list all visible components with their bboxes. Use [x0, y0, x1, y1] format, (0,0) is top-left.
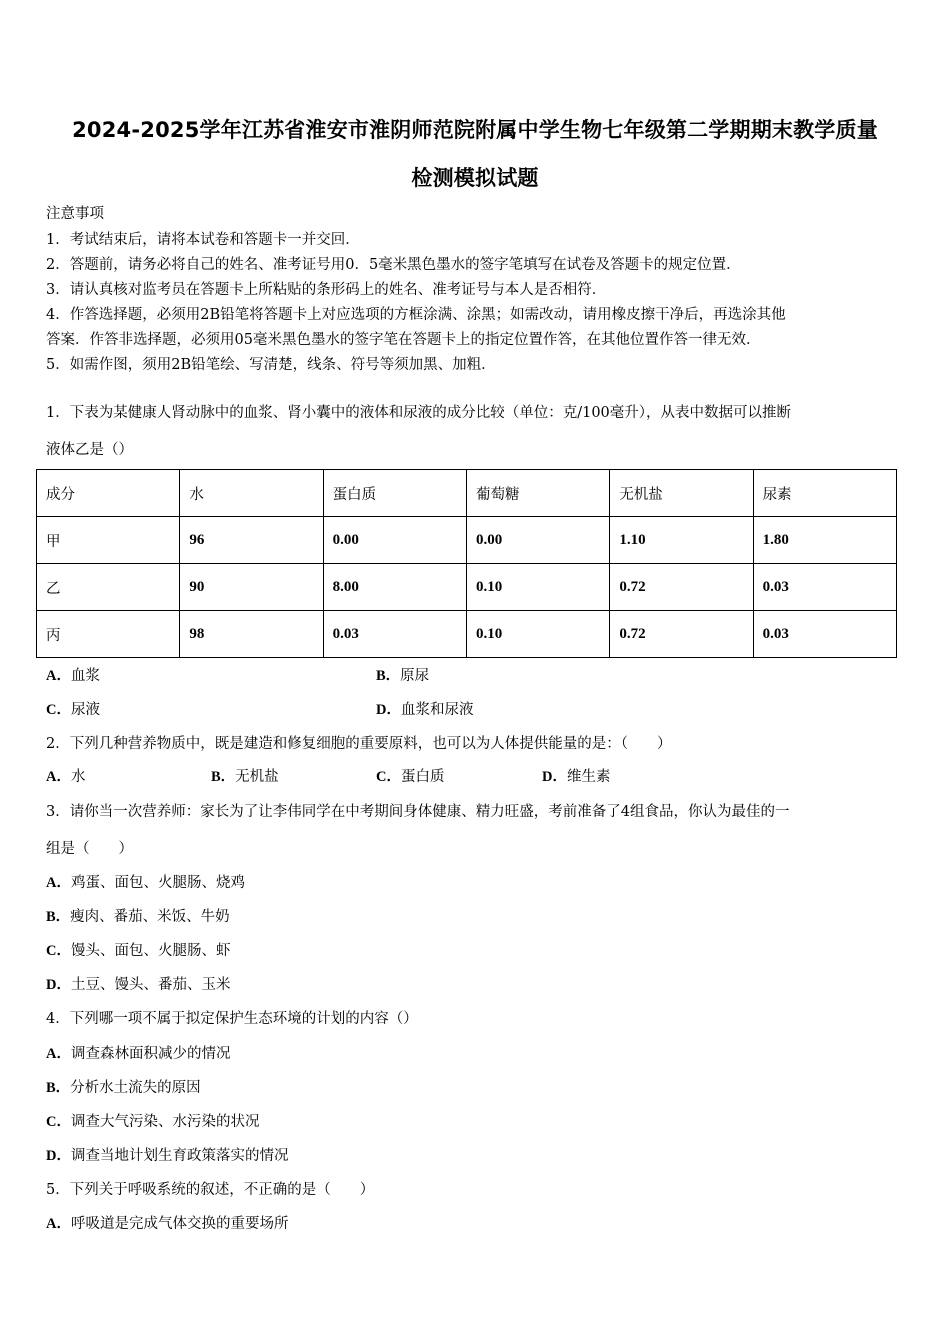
option-text: 血浆 [70, 668, 100, 684]
table-header-cell: 水 [180, 470, 323, 517]
notice-item: 5．如需作图，须用2B铅笔绘、写清楚，线条、符号等须加黑、加粗． [46, 357, 496, 373]
q2-option-d [542, 765, 610, 786]
q4-option-d [46, 1144, 288, 1165]
option-letter: A． [46, 769, 71, 785]
option-text: 无机盐 [235, 769, 279, 785]
notice-item: 答案．作答非选择题，必须用05毫米黑色墨水的签字笔在答题卡上的指定位置作答，在其他位置作答一律无效． [46, 332, 761, 348]
q1-option-b [376, 664, 429, 685]
option-letter: D． [376, 702, 401, 718]
table-cell: 丙 [37, 611, 180, 658]
option-text: 调查大气污染、水污染的状况 [70, 1114, 260, 1130]
question-1-stem: 1．下表为某健康人肾动脉中的血浆、肾小囊中的液体和尿液的成分比较（单位：克/100毫升），从表中数据可以推断 [46, 405, 792, 421]
option-letter: A． [46, 875, 71, 891]
option-letter: B． [211, 769, 236, 785]
option-text: 分析水土流失的原因 [70, 1080, 201, 1096]
option-text: 血浆和尿液 [400, 702, 474, 718]
option-letter: A． [46, 1216, 71, 1232]
option-letter: C． [46, 1114, 71, 1130]
q5-option-a [46, 1212, 288, 1233]
q2-option-b [211, 765, 279, 786]
table-row [37, 564, 897, 611]
option-text: 呼吸道是完成气体交换的重要场所 [70, 1216, 289, 1232]
table-cell: 乙 [37, 564, 180, 611]
notice-item: 3．请认真核对监考员在答题卡上所粘贴的条形码上的姓名、准考证号与本人是否相符． [46, 282, 607, 298]
table-cell: 0.03 [323, 611, 466, 658]
question-3-stem: 3．请你当一次营养师：家长为了让李伟同学在中考期间身体健康、精力旺盛，考前准备了4组食品，你认为最佳的一 [46, 804, 790, 820]
question-5-stem: 5．下列关于呼吸系统的叙述，不正确的是（ ） [46, 1182, 375, 1198]
table-row [37, 611, 897, 658]
table-cell: 0.00 [466, 517, 609, 564]
table-cell: 96 [180, 517, 323, 564]
q1-option-d [376, 698, 473, 719]
option-letter: A． [46, 1046, 71, 1062]
option-letter: A． [46, 668, 71, 684]
q4-option-c [46, 1110, 259, 1131]
option-letter: D． [46, 1148, 71, 1164]
table-cell: 0.03 [753, 564, 896, 611]
table-cell: 0.03 [753, 611, 896, 658]
option-text: 馒头、面包、火腿肠、虾 [70, 943, 231, 959]
table-cell: 90 [180, 564, 323, 611]
option-text: 原尿 [400, 668, 430, 684]
option-text: 鸡蛋、面包、火腿肠、烧鸡 [70, 875, 245, 891]
table-cell: 0.10 [466, 611, 609, 658]
question-2-stem: 2．下列几种营养物质中，既是建造和修复细胞的重要原料，也可以为人体提供能量的是：（ ） [46, 736, 672, 752]
notice-item: 4．作答选择题，必须用2B铅笔将答题卡上对应选项的方框涂满、涂黑；如需改动，请用橡皮擦干净后，再选涂其他 [46, 307, 786, 323]
question-1-stem-continued: 液体乙是（） [46, 442, 133, 458]
q3-option-c [46, 939, 230, 960]
option-text: 尿液 [70, 702, 100, 718]
table-cell: 0.72 [610, 611, 753, 658]
q4-option-b [46, 1076, 201, 1097]
q4-option-a [46, 1042, 230, 1063]
table-cell: 8.00 [323, 564, 466, 611]
option-text: 土豆、馒头、番茄、玉米 [70, 977, 231, 993]
table-header-row [37, 470, 897, 517]
option-letter: D． [542, 769, 567, 785]
q3-option-d [46, 973, 230, 994]
notice-heading: 注意事项 [46, 206, 104, 222]
q1-option-c [46, 698, 100, 719]
table-header-cell: 无机盐 [610, 470, 753, 517]
question-3-stem-continued: 组是（ ） [46, 841, 133, 857]
table-cell: 1.80 [753, 517, 896, 564]
table-cell: 0.00 [323, 517, 466, 564]
table-header-cell: 蛋白质 [323, 470, 466, 517]
option-text: 调查森林面积减少的情况 [70, 1046, 231, 1062]
table-cell: 1.10 [610, 517, 753, 564]
table-header-cell: 成分 [37, 470, 180, 517]
question-4-stem: 4．下列哪一项不属于拟定保护生态环境的计划的内容（） [46, 1011, 418, 1027]
table-cell: 98 [180, 611, 323, 658]
option-letter: C． [46, 943, 71, 959]
option-text: 水 [70, 769, 86, 785]
option-text: 蛋白质 [400, 769, 445, 785]
notice-item: 2．答题前，请务必将自己的姓名、准考证号用0．5毫米黑色墨水的签字笔填写在试卷及答题卡的规定位置． [46, 257, 741, 273]
q2-option-a [46, 765, 85, 786]
q3-option-a [46, 871, 245, 892]
table-header-cell: 尿素 [753, 470, 896, 517]
page-title: 2024-2025学年江苏省淮安市淮阴师范院附属中学生物七年级第二学期期末教学质量 [72, 118, 878, 142]
notice-item: 1．考试结束后，请将本试卷和答题卡一并交回． [46, 232, 360, 248]
page-title-continued: 检测模拟试题 [411, 166, 539, 190]
q3-option-b [46, 905, 230, 926]
table-row [37, 517, 897, 564]
option-letter: D． [46, 977, 71, 993]
option-letter: B． [46, 1080, 71, 1096]
table-cell: 甲 [37, 517, 180, 564]
table-cell: 0.10 [466, 564, 609, 611]
option-letter: C． [46, 702, 71, 718]
option-text: 维生素 [566, 769, 611, 785]
option-text: 瘦肉、番茄、米饭、牛奶 [70, 909, 230, 925]
option-letter: B． [46, 909, 71, 925]
q2-option-c [376, 765, 444, 786]
composition-table [36, 469, 897, 658]
option-text: 调查当地计划生育政策落实的情况 [70, 1148, 289, 1164]
table-header-cell: 葡萄糖 [466, 470, 609, 517]
q1-option-a [46, 664, 100, 685]
option-letter: C． [376, 769, 401, 785]
table-cell: 0.72 [610, 564, 753, 611]
option-letter: B． [376, 668, 401, 684]
